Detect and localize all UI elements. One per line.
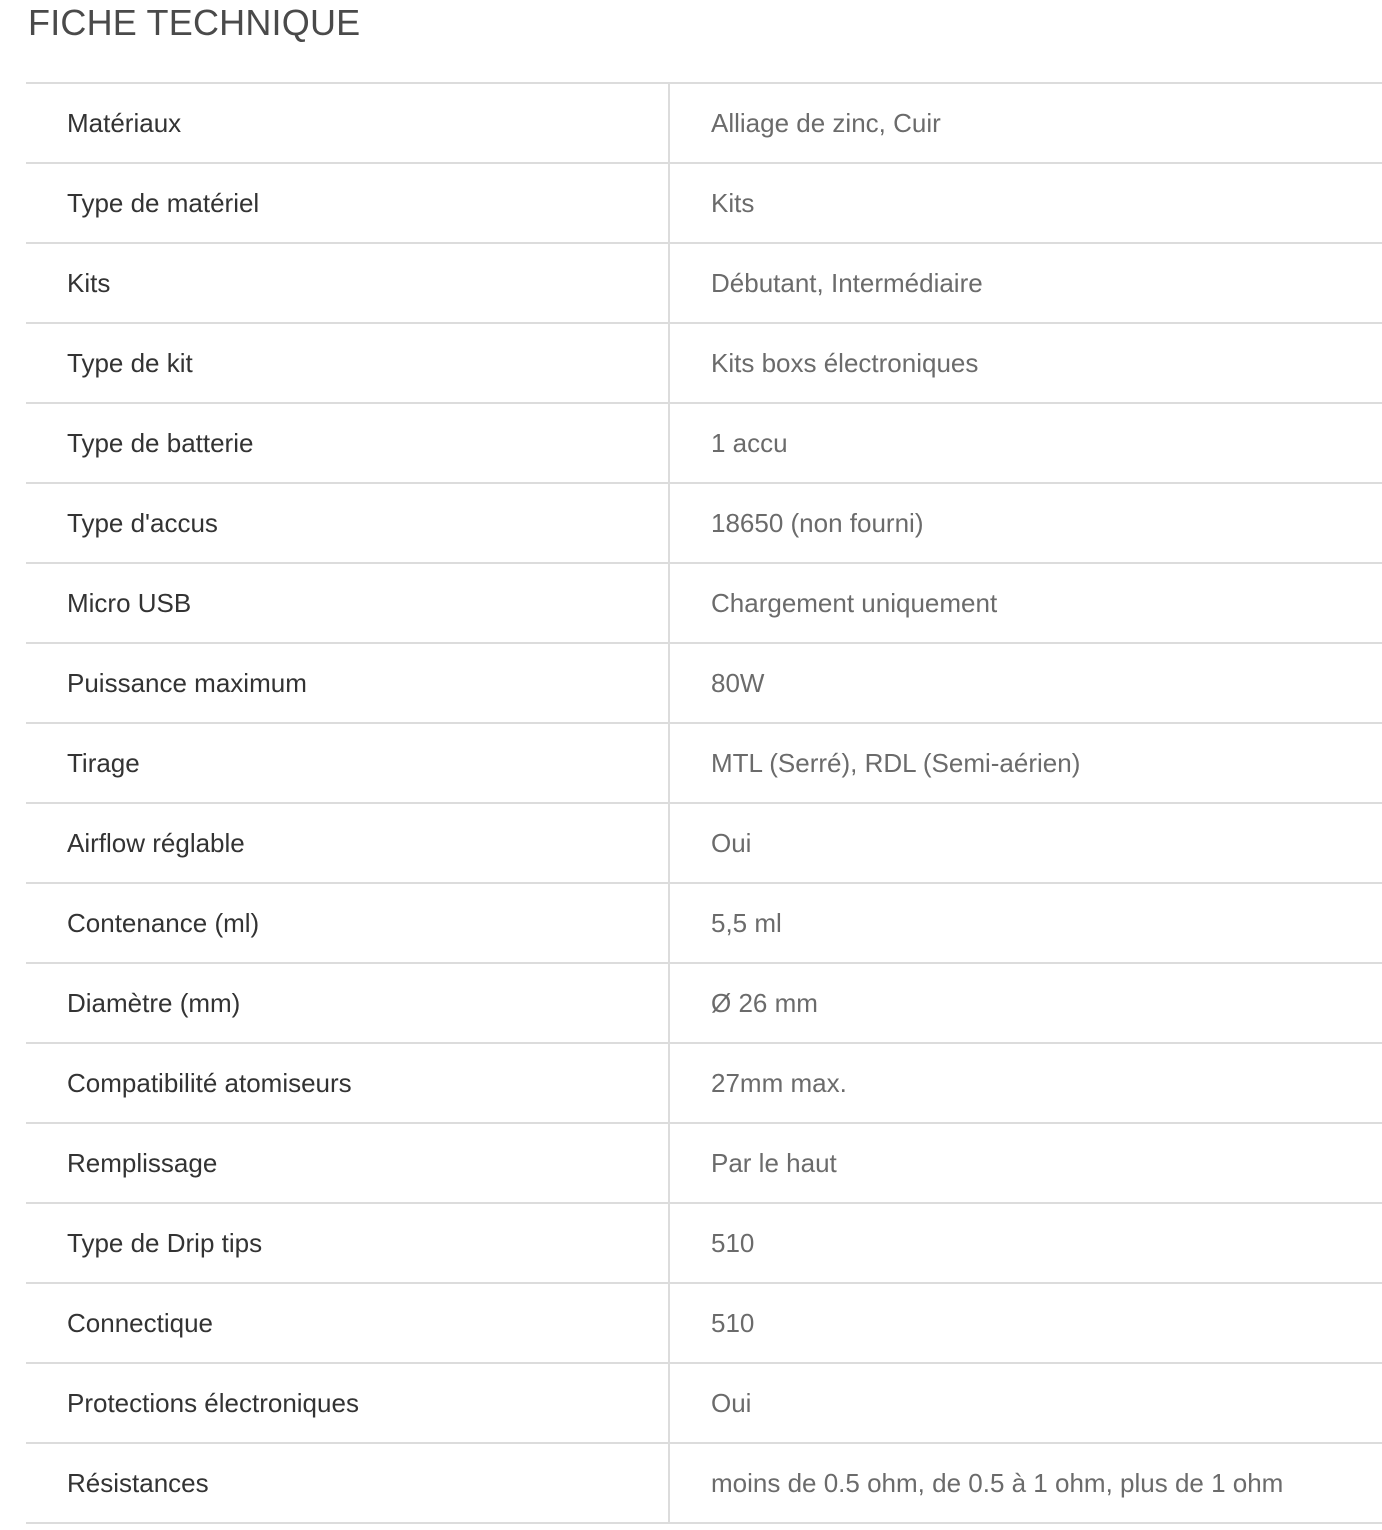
spec-label: Micro USB bbox=[26, 563, 669, 643]
spec-table-body bbox=[26, 83, 1382, 1523]
spec-label: Kits bbox=[26, 243, 669, 323]
spec-label: Connectique bbox=[26, 1283, 669, 1363]
table-row bbox=[26, 963, 1382, 1043]
table-row bbox=[26, 1283, 1382, 1363]
spec-value: 5,5 ml bbox=[669, 883, 1382, 963]
table-row bbox=[26, 643, 1382, 723]
spec-value: 510 bbox=[669, 1203, 1382, 1283]
table-row bbox=[26, 1203, 1382, 1283]
table-row bbox=[26, 1123, 1382, 1203]
spec-value: Oui bbox=[669, 1363, 1382, 1443]
spec-label: Type d'accus bbox=[26, 483, 669, 563]
page-title: FICHE TECHNIQUE bbox=[28, 2, 361, 43]
spec-value: Oui bbox=[669, 803, 1382, 883]
spec-label: Compatibilité atomiseurs bbox=[26, 1043, 669, 1123]
spec-label: Type de kit bbox=[26, 323, 669, 403]
spec-value: 510 bbox=[669, 1283, 1382, 1363]
spec-label: Airflow réglable bbox=[26, 803, 669, 883]
spec-label: Résistances bbox=[26, 1443, 669, 1523]
spec-label: Type de matériel bbox=[26, 163, 669, 243]
table-row bbox=[26, 1443, 1382, 1523]
spec-label: Contenance (ml) bbox=[26, 883, 669, 963]
spec-table bbox=[26, 82, 1382, 1524]
spec-label: Tirage bbox=[26, 723, 669, 803]
spec-value: moins de 0.5 ohm, de 0.5 à 1 ohm, plus de 1 ohm bbox=[669, 1443, 1382, 1523]
spec-value: 27mm max. bbox=[669, 1043, 1382, 1123]
table-row bbox=[26, 803, 1382, 883]
table-row bbox=[26, 723, 1382, 803]
spec-label: Diamètre (mm) bbox=[26, 963, 669, 1043]
table-row bbox=[26, 243, 1382, 323]
spec-value: Chargement uniquement bbox=[669, 563, 1382, 643]
spec-label: Protections électroniques bbox=[26, 1363, 669, 1443]
table-row bbox=[26, 323, 1382, 403]
table-row bbox=[26, 83, 1382, 163]
table-row bbox=[26, 483, 1382, 563]
spec-value: Ø 26 mm bbox=[669, 963, 1382, 1043]
spec-label: Type de Drip tips bbox=[26, 1203, 669, 1283]
spec-label: Matériaux bbox=[26, 83, 669, 163]
spec-label: Remplissage bbox=[26, 1123, 669, 1203]
spec-value: Alliage de zinc, Cuir bbox=[669, 83, 1382, 163]
spec-label: Type de batterie bbox=[26, 403, 669, 483]
table-row bbox=[26, 1363, 1382, 1443]
spec-value: Débutant, Intermédiaire bbox=[669, 243, 1382, 323]
spec-value: Kits bbox=[669, 163, 1382, 243]
spec-value: 80W bbox=[669, 643, 1382, 723]
table-row bbox=[26, 563, 1382, 643]
table-row bbox=[26, 883, 1382, 963]
table-row bbox=[26, 1043, 1382, 1123]
table-row bbox=[26, 163, 1382, 243]
spec-value: Kits boxs électroniques bbox=[669, 323, 1382, 403]
table-row bbox=[26, 403, 1382, 483]
spec-value: 18650 (non fourni) bbox=[669, 483, 1382, 563]
spec-value: Par le haut bbox=[669, 1123, 1382, 1203]
spec-value: 1 accu bbox=[669, 403, 1382, 483]
spec-value: MTL (Serré), RDL (Semi-aérien) bbox=[669, 723, 1382, 803]
spec-label: Puissance maximum bbox=[26, 643, 669, 723]
